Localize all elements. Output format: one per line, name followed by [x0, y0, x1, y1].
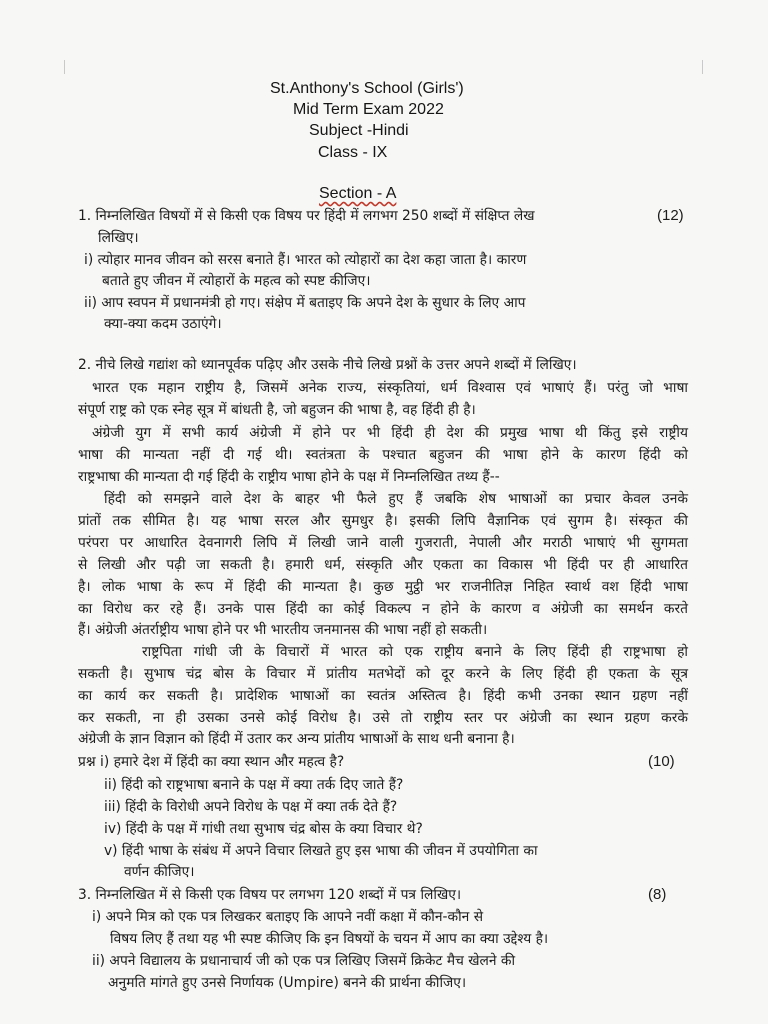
- passage-line: हिंदी को समझने वाले देश के बाहर भी फैले हुए हैं जबकि शेष भाषाओं का प्रचार केवल उनके: [104, 491, 688, 507]
- q3-option-2-cont: अनुमति मांगते हुए उनसे निर्णायक (Umpire) बनने की प्रार्थना कीजिए।: [108, 975, 467, 991]
- passage-line: परंपरा पर आधारित देवनागरी लिपि में लिखी जाने वाली गुजराती, नेपाली और मराठी भाषाएं भी सुगमता: [78, 535, 688, 551]
- crop-mark-left: [64, 60, 65, 74]
- passage-line: भारत एक महान राष्ट्रीय है, जिसमें अनेक राज्य, संस्कृतियां, धर्म विश्वास एवं भाषाएं हैं। परंतु जो भाषा: [92, 380, 688, 396]
- passage-line: हैं। अंग्रेजी अंतर्राष्ट्रीय भाषा होने पर भी भारतीय जनमानस की भाषा नहीं हो सकती।: [78, 622, 488, 638]
- passage-line: संपूर्ण राष्ट्र को एक स्नेह सूत्र में बांधती है, जो बहुजन की भाषा है, वह हिंदी ही है।: [78, 402, 476, 418]
- q1-option-2-cont: क्या-क्या कदम उठाएंगे।: [104, 316, 222, 332]
- subject-label: Subject -Hindi: [309, 122, 409, 139]
- passage-line: है। लोक भाषा के रूप में हिंदी की मान्यता है। कुछ मुट्ठी भर राजनीतिज्ञ निहित स्वार्थ वश हिंदी भाषा: [78, 579, 688, 595]
- crop-mark-right: [702, 60, 703, 74]
- passage-line: भाषा की मान्यता नहीं दी गई थी। स्वतंत्रता के पश्चात बहुजन की भाषा होने के कारण हिंदी को: [78, 447, 688, 463]
- q3-option-2: ii) अपने विद्यालय के प्रधानाचार्य जी को एक पत्र लिखिए जिसमें क्रिकेट मैच खेलने की: [92, 953, 516, 969]
- q2-prompt: 2. नीचे लिखे गद्यांश को ध्यानपूर्वक पढ़िए और उसके नीचे लिखे प्रश्नों के उत्तर अपने शब्दों में लिखिए।: [78, 357, 577, 373]
- class-label: Class - IX: [318, 144, 388, 161]
- q1-option-1: i) त्योहार मानव जीवन को सरस बनाते हैं। भारत को त्योहारों का देश कहा जाता है। कारण: [84, 252, 527, 268]
- q3-prompt: 3. निम्नलिखित में से किसी एक विषय पर लगभग 120 शब्दों में पत्र लिखिए।: [78, 887, 462, 903]
- q2-question-iv: iv) हिंदी के पक्ष में गांधी तथा सुभाष चंद्र बोस के क्या विचार थे?: [104, 821, 423, 837]
- q2-question-v-cont: वर्णन कीजिए।: [124, 864, 195, 880]
- q1-marks: (12): [657, 207, 684, 224]
- q2-question-i: प्रश्न i) हमारे देश में हिंदी का क्या स्थान और महत्व है?: [78, 754, 345, 770]
- q1-prompt: 1. निम्नलिखित विषयों में से किसी एक विषय पर हिंदी में लगभग 250 शब्दों में संक्षिप्त लेख: [78, 208, 535, 224]
- passage-line: प्रांतों तक सीमित है। यह भाषा सरल और सुमधुर है। इसकी लिपि वैज्ञानिक एवं सुगम है। संस्कृत की: [78, 513, 688, 529]
- passage-line: सकती है। सुभाष चंद्र बोस के विचार में प्रांतीय मतभेदों को दूर करने के लिए हिंदी ही एकता के सूत्र: [78, 666, 688, 682]
- q3-marks: (8): [648, 886, 667, 903]
- q2-question-ii: ii) हिंदी को राष्ट्रभाषा बनाने के पक्ष में क्या तर्क दिए जाते हैं?: [104, 777, 404, 793]
- passage-line: राष्ट्रभाषा की मान्यता दी गई हिंदी के राष्ट्रीय भाषा होने के पक्ष में निम्नलिखित तथ्य हैं--: [78, 469, 500, 485]
- section-a-title: Section - A: [319, 185, 397, 202]
- passage-line: अंग्रेजी के ज्ञान विज्ञान को हिंदी में उतार कर अन्य प्रांतीय भाषाओं के साथ धनी बनाना है।: [78, 731, 515, 747]
- school-name: St.Anthony's School (Girls'): [270, 80, 464, 97]
- q2-question-v: v) हिंदी भाषा के संबंध में अपने विचार लिखते हुए इस भाषा की जीवन में उपयोगिता का: [104, 843, 538, 859]
- q2-marks: (10): [648, 753, 675, 770]
- passage-line: कर सकती, ना ही उसका उनसे कोई विरोध है। उसे तो राष्ट्रीय स्तर पर अंग्रेजी का स्थान ग्रहण करके: [78, 710, 688, 726]
- exam-title: Mid Term Exam 2022: [293, 101, 444, 118]
- passage-line: से लिखी और पढ़ी जा सकती है। हमारी धर्म, संस्कृति और एकता का विकास भी हिंदी पर ही आधारित: [78, 557, 688, 573]
- q1-prompt-cont: लिखिए।: [98, 230, 139, 246]
- q3-option-1: i) अपने मित्र को एक पत्र लिखकर बताइए कि आपने नवीं कक्षा में कौन-कौन से: [92, 909, 484, 925]
- q3-option-1-cont: विषय लिए हैं तथा यह भी स्पष्ट कीजिए कि इन विषयों के चयन में आप का क्या उद्देश्य है।: [110, 931, 549, 947]
- q1-option-1-cont: बताते हुए जीवन में त्योहारों के महत्व को स्पष्ट कीजिए।: [102, 273, 371, 289]
- passage-line: का कार्य कर सकती है। प्रादेशिक भाषाओं का स्वतंत्र अस्तित्व है। हिंदी कभी उनका स्थान ग्रहण नहीं: [78, 688, 688, 704]
- q2-question-iii: iii) हिंदी के विरोधी अपने विरोध के पक्ष में क्या तर्क देते हैं?: [104, 799, 398, 815]
- passage-line: राष्ट्रपिता गांधी जी के विचारों में भारत को एक राष्ट्रीय बनाने के लिए हिंदी ही राष्ट्रभाषा हो: [142, 644, 688, 660]
- passage-line: का विरोध कर रहे हैं। उनके पास हिंदी का कोई विकल्प न होने के कारण व अंग्रेजी का समर्थन करते: [78, 601, 688, 617]
- passage-line: अंग्रेजी युग में सभी कार्य अंग्रेजी में होने पर भी हिंदी ही देश की प्रमुख भाषा थी किंतु इसे राष्ट्रीय: [92, 425, 688, 441]
- q1-option-2: ii) आप स्वपन में प्रधानमंत्री हो गए। संक्षेप में बताइए कि अपने देश के सुधार के लिए आप: [84, 295, 526, 311]
